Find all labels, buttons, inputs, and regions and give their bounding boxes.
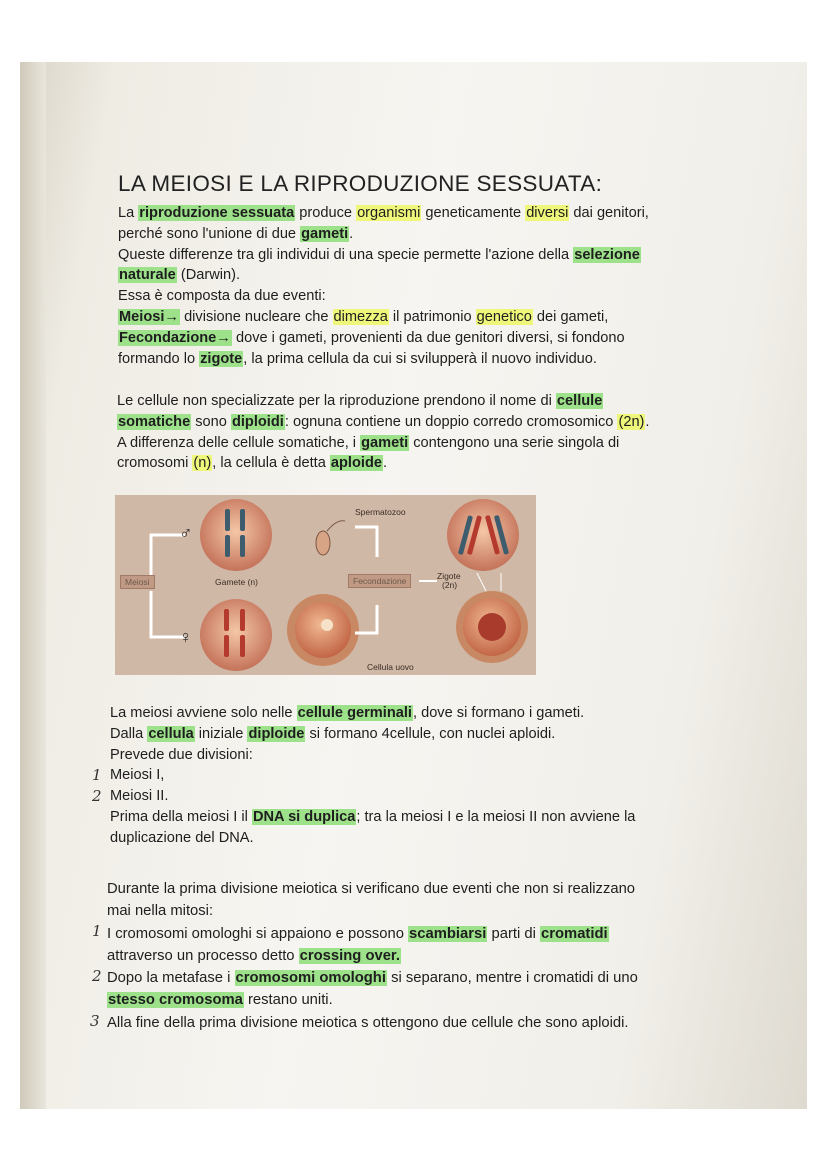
intro-line-4: naturale (Darwin). — [119, 267, 241, 284]
somatic-paragraph — [117, 391, 649, 474]
somatic-line-2: somatiche sono diploidi: ognuna contiene un doppio corredo cromosomico (2n). — [118, 413, 650, 430]
intro-line-6: Meiosi→ divisione nucleare che dimezza il patrimonio genetico dei gameti, — [119, 308, 609, 325]
intro-line-3: Queste differenze tra gli individui di una specie permette l'azione della selezione — [118, 246, 640, 263]
cellula-uovo-label: Cellula uovo — [367, 662, 414, 672]
first-division-paragraph — [107, 878, 638, 1034]
meiosi-label: Meiosi — [120, 575, 155, 589]
handwritten-number-1: 1 — [92, 766, 102, 784]
female-symbol: ♀ — [179, 627, 193, 647]
germinal-line-2: Dalla cellula iniziale diploide si formano 4cellule, con nuclei aploidi. — [110, 725, 556, 742]
germinal-line-4: Meiosi I, — [110, 767, 165, 784]
gamete-label: Gamete (n) — [215, 577, 258, 587]
paper-edge — [20, 62, 46, 1109]
male-symbol: ♂ — [179, 523, 193, 543]
germinal-line-5: Meiosi II. — [110, 788, 169, 805]
germinal-line-7: duplicazione del DNA. — [110, 829, 254, 846]
intro-line-1: La riproduzione sessuata produce organismi geneticamente diversi dai genitori, — [118, 205, 649, 221]
germinal-line-3: Prevede due divisioni: — [110, 746, 253, 763]
zigote-label: Zigote — [437, 571, 461, 581]
zigote-ploidy-label: (2n) — [442, 580, 458, 590]
sperm-arrow — [355, 527, 377, 557]
somatic-line-3: A differenza delle cellule somatiche, i gameti contengono una serie singola di — [117, 434, 620, 451]
fecondazione-label: Fecondazione — [348, 574, 411, 588]
handwritten-number-2b: 2 — [92, 967, 102, 985]
intro-line-7: Fecondazione→ dove i gameti, provenienti da due genitori diversi, si fondono — [119, 329, 625, 346]
zygote-chromosome-cell — [447, 499, 519, 571]
sperm-head — [316, 531, 330, 555]
first-div-line-5: Dopo la metafase i cromosomi omologhi si separano, mentre i cromatidi di uno — [107, 970, 638, 987]
first-div-line-1: Durante la prima divisione meiotica si verificano due eventi che non si realizzano — [107, 881, 636, 897]
intro-line-8: formando lo zigote, la prima cellula da cui si svilupperà il nuovo individuo. — [118, 350, 597, 367]
germinal-paragraph — [110, 703, 635, 849]
female-gamete-cell — [200, 599, 272, 671]
first-div-line-7: Alla fine della prima divisione meiotica s ottengono due cellule che sono aploidi. — [107, 1014, 629, 1031]
first-div-line-6: stesso cromosoma restano uniti. — [108, 992, 333, 1009]
spermatozoo-label: Spermatozoo — [355, 507, 406, 517]
first-div-line-2: mai nella mitosi: — [107, 903, 214, 920]
chromosome — [225, 509, 230, 531]
intro-line-5: Essa è composta da due eventi: — [118, 288, 326, 305]
first-div-line-3: I cromosomi omologhi si appaiono e possono scambiarsi parti di cromatidi — [107, 925, 608, 942]
handwritten-number-1b: 1 — [92, 922, 102, 940]
intro-paragraph — [118, 203, 649, 369]
germinal-line-6: Prima della meiosi I il DNA si duplica; tra la meiosi I e la meiosi II non avviene la — [110, 808, 636, 825]
somatic-line-1: Le cellule non specializzate per la riproduzione prendono il nome di cellule — [117, 393, 603, 409]
somatic-line-4: cromosomi (n), la cellula è detta aploide. — [117, 455, 388, 472]
figure-drawing — [115, 495, 536, 675]
meiosis-figure — [115, 495, 536, 675]
intro-line-2: perché sono l'unione di due gameti. — [118, 225, 354, 242]
germinal-line-1: La meiosi avviene solo nelle cellule germinali, dove si formano i gameti. — [110, 705, 585, 721]
handwritten-number-3b: 3 — [90, 1012, 100, 1030]
handwritten-number-2: 2 — [92, 787, 102, 805]
first-div-line-4: attraverso un processo detto crossing over. — [107, 947, 400, 964]
male-gamete-cell — [200, 499, 272, 571]
page-title: LA MEIOSI E LA RIPRODUZIONE SESSUATA: — [118, 171, 603, 196]
